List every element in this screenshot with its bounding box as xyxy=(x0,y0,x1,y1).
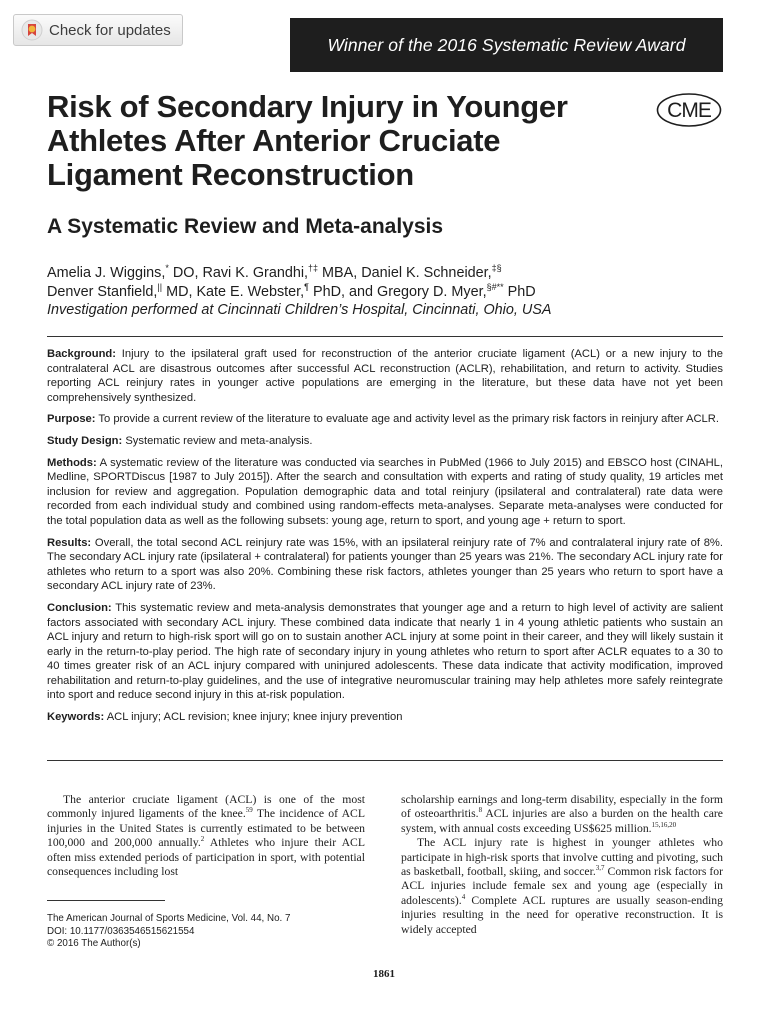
footnote-rule xyxy=(47,900,165,901)
author-affiliation-mark: || xyxy=(157,282,163,293)
author-degree: PhD xyxy=(503,284,536,300)
body-text: The incidence of ACL injuries in the United States is currently estimated to be between 100,000 and 200,000 annually. xyxy=(47,807,365,850)
abstract-results xyxy=(47,536,723,594)
abstract-background xyxy=(47,347,723,405)
body-column-right xyxy=(401,793,723,937)
abstract-conclusion xyxy=(47,601,723,703)
citation-ref: 3,7 xyxy=(595,864,605,873)
title-line-2: Athletes After Anterior Cruciate xyxy=(47,123,501,158)
methods-text: A systematic review of the literature was conducted via searches in PubMed (1966 to July 2015) and EBSCO host (CINAHL, Medline, SPORTDiscus [1987 to July 2015]). After the search and consultation with experts and rating of study quality, 19 articles met inclusion for review and aggregation. Population demographic data and total reinjury (ipsilateral and contralateral) rate data were recorded from each individual study and combined using random-effects meta-analyses. Separate meta-analyses were conducted for the total population data as well as the following subsets: young age, return to sport, and young age + return to sport. xyxy=(47,456,723,527)
citation-ref: 15,16,20 xyxy=(651,820,677,829)
author-affiliation-mark: §#** xyxy=(486,282,504,293)
check-updates-label: Check for updates xyxy=(49,21,171,39)
author-name: Daniel K. Schneider, xyxy=(361,265,492,281)
cme-badge xyxy=(656,92,722,128)
author-degree: MBA, xyxy=(318,265,362,281)
doi-line: DOI: 10.1177/0363546515621554 xyxy=(47,925,195,937)
authors-line-1 xyxy=(47,263,727,283)
title-line-3: Ligament Reconstruction xyxy=(47,157,414,192)
citation-ref: 8 xyxy=(478,806,483,815)
author-affiliation-mark: †‡ xyxy=(308,263,319,274)
keywords-label: Keywords: xyxy=(47,711,105,724)
body-text: ACL injuries are also a burden on the health care system, with annual costs exceeding US$625 million. xyxy=(401,807,723,835)
institution-line: Investigation performed at Cincinnati Children’s Hospital, Cincinnati, Ohio, USA xyxy=(47,302,552,318)
author-name: Denver Stanfield, xyxy=(47,284,158,300)
body-text: Athletes who injure their ACL often miss extended periods of participation in sport, with potential consequences including lost xyxy=(47,836,365,879)
methods-label: Methods: xyxy=(47,456,97,469)
citation-ref: 59 xyxy=(245,806,253,815)
conclusion-label: Conclusion: xyxy=(47,601,112,614)
page-number: 1861 xyxy=(373,968,395,980)
author-name: Ravi K. Grandhi, xyxy=(202,265,309,281)
body-column-left xyxy=(47,793,365,879)
abstract-methods xyxy=(47,456,723,529)
results-label: Results: xyxy=(47,536,92,549)
background-label: Background: xyxy=(47,348,116,360)
results-text: Overall, the total second ACL reinjury rate was 15%, with an ipsilateral reinjury rate of 7% and contralateral injury rate of 8%. The secondary ACL injury rate (ipsilateral + contralateral) for patients younger than 25 years was 21%. The secondary ACL injury rate for athletes who return to a sport was also 20%. Combining these risk factors, athletes younger than 25 years who return to sport have a secondary ACL injury rate of 23%. xyxy=(47,536,723,593)
award-banner xyxy=(290,18,723,72)
abstract-keywords xyxy=(47,710,723,725)
author-affiliation-mark: ‡§ xyxy=(491,263,502,274)
author-degree: MD, xyxy=(162,284,197,300)
body-paragraph xyxy=(47,793,365,879)
cme-label: CME xyxy=(667,99,711,122)
article-subtitle: A Systematic Review and Meta-analysis xyxy=(47,215,444,238)
body-text: Common risk factors for ACL injuries include female sex and young age (especially in adolescents). xyxy=(401,865,723,907)
abstract-purpose xyxy=(47,412,723,427)
check-for-updates-button[interactable] xyxy=(13,14,183,46)
author-degree: PhD, and xyxy=(309,284,378,300)
citation-ref: 4 xyxy=(461,892,466,901)
study-design-label: Study Design: xyxy=(47,434,123,447)
article-title xyxy=(47,90,627,192)
author-name: Kate E. Webster, xyxy=(196,284,305,300)
author-affiliation-mark: * xyxy=(165,263,169,274)
check-updates-icon xyxy=(21,19,43,41)
author-name: Gregory D. Myer, xyxy=(377,284,487,300)
authors-line-2 xyxy=(47,282,727,302)
keywords-text: ACL injury; ACL revision; knee injury; knee injury prevention xyxy=(104,711,403,724)
author-affiliation-mark: ¶ xyxy=(304,282,310,293)
journal-footnote xyxy=(47,913,290,951)
body-text: scholarship earnings and long-term disability, especially in the form of osteoarthritis. xyxy=(401,793,723,821)
body-text: Complete ACL ruptures are usually season-ending injuries resulting in the need for operative reconstruction. It is widely accepted xyxy=(401,893,723,936)
body-paragraph xyxy=(401,793,723,836)
body-text: The ACL injury rate is highest in younger athletes who participate in high-risk sports that involve cutting and pivoting, such as basketball, football, skiing, and soccer. xyxy=(401,836,723,879)
conclusion-text: This systematic review and meta-analysis demonstrates that younger age and a return to high level of activity are salient factors associated with secondary ACL injury. These combined data indicate that nearly 1 in 4 young athletic patients who sustain an ACL injury and return to high-risk sport will go on to sustain another ACL injury at some point in their career, and they will likely sustain it early in the return-to-play period. The high rate of secondary injury in young athletes who return to sport after ACLR equates to a 30 to 40 times greater risk of an ACL injury compared with uninjured adolescents. These data indicate that activity modification, improved rehabilitation and return-to-play guidelines, and the use of integrative neuromuscular training may help athletes more safely reintegrate into sport and reduce second injury in this at-risk population. xyxy=(47,601,723,702)
author-list xyxy=(47,263,727,302)
background-text: Injury to the ipsilateral graft used for reconstruction of the anterior cruciate ligament (ACL) or a new injury to the contralateral ACL are disastrous outcomes after successful ACL reconstruction (ACLR), rehabilitation, and return to activity. Studies reporting ACL reinjury rates in younger active populations are emerging in the literature, but these data have not yet been comprehensively synthesized. xyxy=(47,348,723,404)
award-text: Winner of the 2016 Systematic Review Award xyxy=(327,34,686,55)
body-text: The anterior cruciate ligament (ACL) is one of the most commonly injured ligaments of the knee. xyxy=(47,793,365,821)
title-line-1: Risk of Secondary Injury in Younger xyxy=(47,89,568,124)
purpose-text: To provide a current review of the literature to evaluate age and activity level as the primary risk factors in reinjury after ACLR. xyxy=(95,413,719,426)
journal-citation: The American Journal of Sports Medicine, Vol. 44, No. 7 xyxy=(47,913,291,924)
author-name: Amelia J. Wiggins, xyxy=(47,265,166,281)
purpose-label: Purpose: xyxy=(47,413,96,426)
abstract-top-rule xyxy=(47,336,723,337)
abstract-study-design xyxy=(47,434,723,449)
study-design-text: Systematic review and meta-analysis. xyxy=(122,434,313,447)
author-degree: DO, xyxy=(168,265,203,281)
copyright-line: © 2016 The Author(s) xyxy=(47,938,141,949)
abstract-bottom-rule xyxy=(47,760,723,761)
abstract xyxy=(47,347,723,732)
citation-ref: 2 xyxy=(200,835,205,844)
body-paragraph xyxy=(401,836,723,937)
